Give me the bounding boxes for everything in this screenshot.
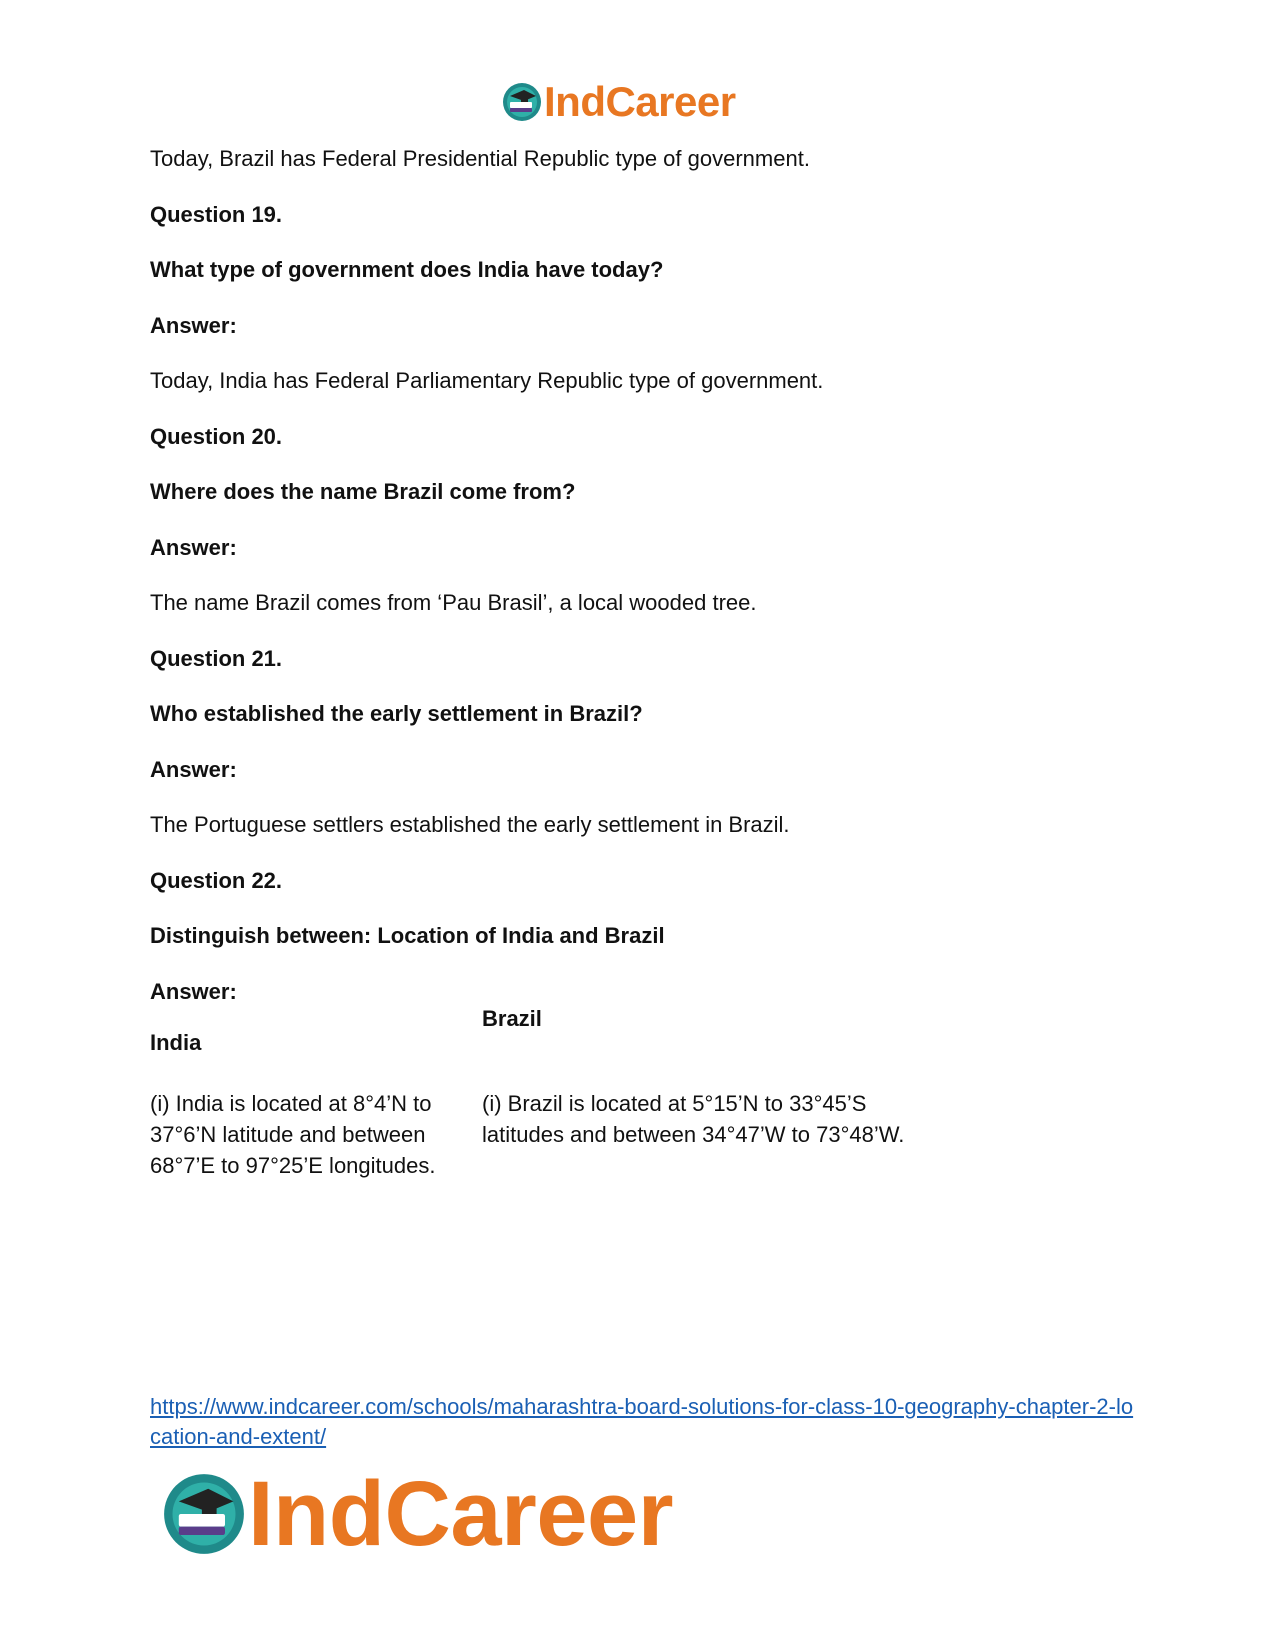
heading-line: What type of government does India have today?	[150, 257, 664, 282]
heading-line: Who established the early settlement in Brazil?	[150, 701, 643, 726]
table-cell-brazil-location: (i) Brazil is located at 5°15’N to 33°45’S latitudes and between 34°47’W to 73°48’W.	[482, 1091, 905, 1147]
heading-line: Distinguish between: Location of India and Brazil	[150, 923, 665, 948]
indcareer-logo-top	[502, 78, 736, 126]
paragraph-line: Today, Brazil has Federal Presidential Republic type of government.	[150, 146, 810, 171]
heading-line: Where does the name Brazil come from?	[150, 479, 576, 504]
table-header-brazil: Brazil	[482, 1006, 542, 1031]
paragraph-line: The name Brazil comes from ‘Pau Brasil’, a local wooded tree.	[150, 590, 757, 615]
heading-line: Question 22.	[150, 867, 283, 893]
heading-line: Answer:	[150, 312, 237, 338]
heading-line: Question 20.	[150, 423, 283, 449]
heading-line: Question 19.	[150, 201, 283, 227]
table-cell-india-location: (i) India is located at 8°4’N to 37°6’N latitude and between 68°7’E to 97°25’E longitudes.	[150, 1091, 436, 1178]
graduation-book-icon	[162, 1472, 246, 1556]
indcareer-logo-bottom	[162, 1463, 673, 1565]
logo-wordmark: IndCareer	[248, 1463, 673, 1565]
heading-line: Answer:	[150, 756, 237, 782]
logo-wordmark: IndCareer	[544, 78, 736, 125]
paragraph-line: Today, India has Federal Parliamentary Republic type of government.	[150, 368, 824, 393]
source-link[interactable]: https://www.indcareer.com/schools/maharashtra-board-solutions-for-class-10-geography-chapter-2-location-and-extent/	[150, 1394, 1134, 1449]
heading-line: Question 21.	[150, 645, 283, 671]
paragraph-line: The Portuguese settlers established the early settlement in Brazil.	[150, 812, 790, 837]
graduation-book-icon	[502, 82, 542, 122]
table-header-india: India	[150, 1030, 202, 1055]
heading-line: Answer:	[150, 978, 237, 1004]
heading-line: Answer:	[150, 534, 237, 560]
